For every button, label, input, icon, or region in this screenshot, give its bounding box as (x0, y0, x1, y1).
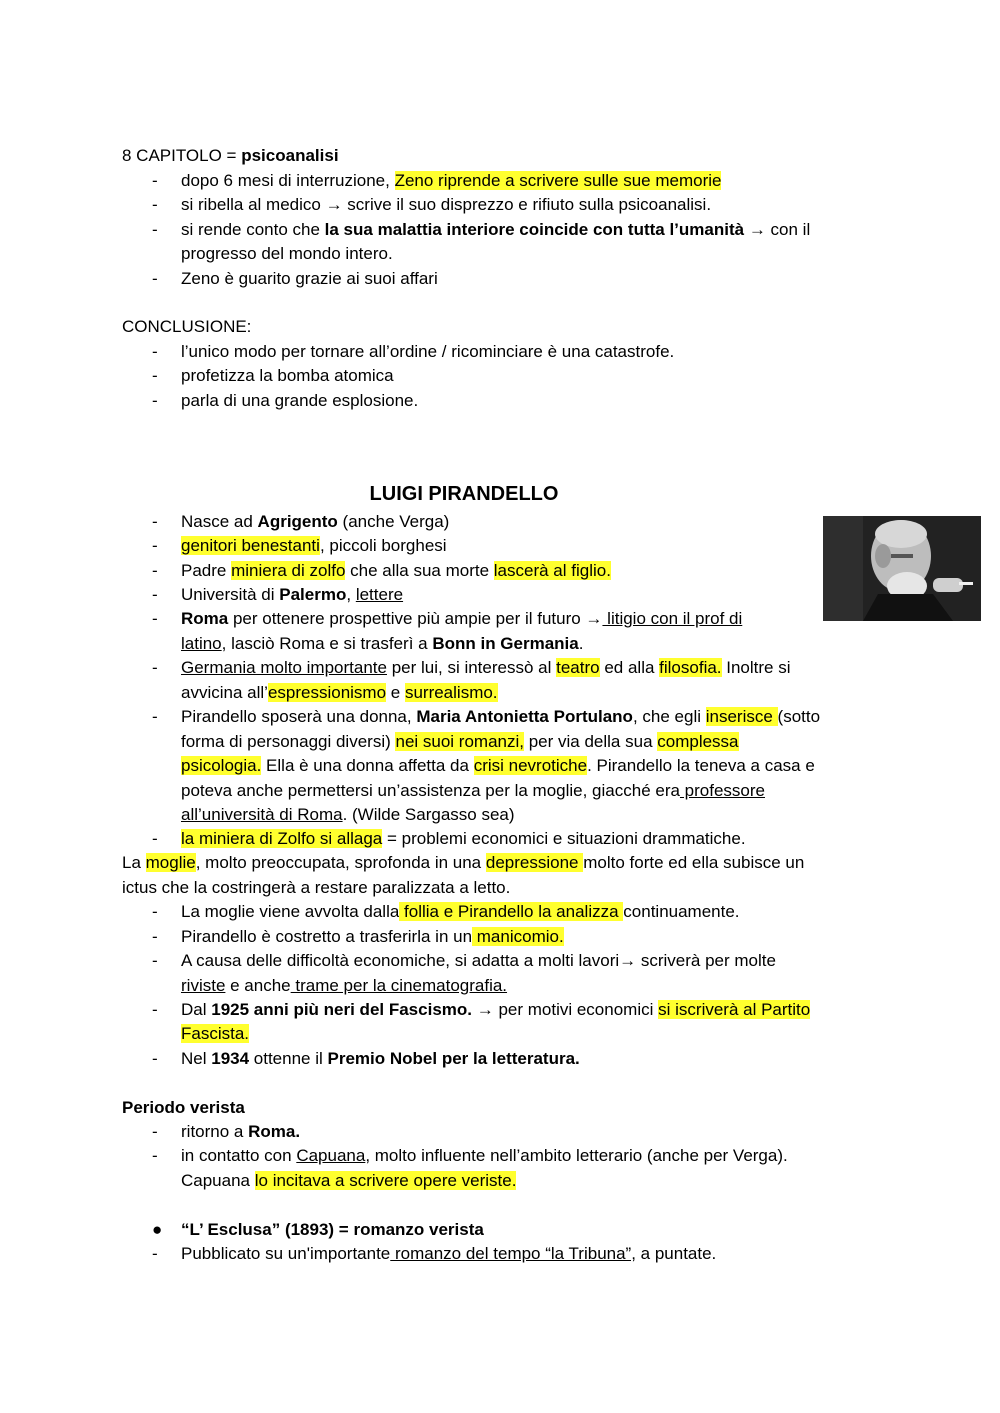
text: Capuana (181, 1171, 255, 1190)
bullet-dash: - (152, 927, 158, 946)
text: forma di personaggi diversi) (181, 732, 396, 751)
text: per via della sua (524, 732, 658, 751)
highlight: miniera di zolfo (231, 561, 346, 580)
text: (anche Verga) (337, 512, 450, 531)
text: (sotto (777, 707, 821, 726)
bullet-dash: - (152, 1122, 158, 1141)
list-item (181, 925, 564, 949)
underlined-text: Capuana (296, 1146, 366, 1165)
highlight: complessa (657, 732, 739, 751)
bold-text: Premio Nobel per la letteratura. (327, 1049, 580, 1068)
bold-text: Roma (181, 609, 229, 628)
text: Università di (181, 585, 280, 604)
text: . Pirandello la teneva a casa e (587, 756, 815, 775)
text: , molto influente nell’ambito letterario (anche per Verga). (365, 1146, 788, 1165)
text: Padre (181, 561, 232, 580)
bold-text: Roma. (248, 1122, 301, 1141)
underlined-text: lettere (355, 585, 404, 604)
text: Pirandello sposerà una donna, (181, 707, 417, 726)
text: , piccoli borghesi (319, 536, 447, 555)
list-item-continuation (181, 779, 765, 803)
highlight: moglie (145, 853, 196, 872)
list-item-continuation (181, 730, 739, 754)
text: a puntate. (635, 1244, 717, 1263)
list-item (181, 510, 449, 534)
list-item: profetizza la bomba atomica (181, 366, 394, 385)
bullet-dash: - (152, 1049, 158, 1068)
arrow: → (325, 195, 343, 214)
bullet-dash: - (152, 561, 158, 580)
highlight: teatro (556, 658, 600, 677)
highlight: depressione (485, 853, 584, 872)
list-item (181, 1242, 716, 1266)
highlight: espressionismo (267, 683, 387, 702)
highlight: nei suoi romanzi, (395, 732, 524, 751)
highlight: lascerà al figlio. (493, 561, 611, 580)
bullet-dash: - (152, 609, 158, 628)
list-item (181, 900, 740, 924)
underlined-text: all’università di Roma (181, 805, 343, 824)
text: Nel (181, 1049, 212, 1068)
text: Pirandello è costretto a trasferirla in un (181, 927, 473, 946)
list-item-continuation (181, 681, 498, 705)
text: Dal (181, 1000, 212, 1019)
verista-heading: Periodo verista (122, 1098, 245, 1117)
underlined-text: riviste (181, 976, 226, 995)
highlight: psicologia. (181, 756, 262, 775)
bullet-dash: - (152, 1000, 158, 1019)
bullet-dash: - (152, 707, 158, 726)
portrait-photo (823, 516, 981, 621)
text: Inoltre si (721, 658, 791, 677)
list-item (181, 169, 721, 193)
bullet-dash: - (152, 951, 158, 970)
text: , molto preoccupata, sprofonda in una (195, 853, 486, 872)
text: si ribella al medico (181, 195, 326, 214)
bold-text: 1934 (211, 1049, 250, 1068)
list-item (181, 218, 810, 242)
text: scrive il suo disprezzo e rifiuto sulla psicoanalisi. (342, 195, 712, 214)
text: . (Wilde Sargasso sea) (342, 805, 515, 824)
paragraph: ictus che la costringerà a restare paralizzata a letto. (122, 878, 511, 897)
bold-text: Palermo (279, 585, 347, 604)
text: dopo 6 mesi di interruzione, (181, 171, 395, 190)
list-item-continuation: progresso del mondo intero. (181, 244, 393, 263)
text: per ottenere prospettive più ampie per il futuro → (228, 609, 603, 628)
conclusione-heading: CONCLUSIONE: (122, 317, 252, 336)
list-item: l’unico modo per tornare all’ordine / ricominciare è una catastrofe. (181, 342, 675, 361)
underlined-text: trame per la cinematografia. (290, 976, 508, 995)
highlight: Fascista. (181, 1024, 250, 1043)
text: avvicina all’ (181, 683, 268, 702)
highlight: Zeno riprende a scrivere sulle sue memorie (394, 171, 722, 190)
highlight: si iscriverà al Partito (658, 1000, 811, 1019)
chapter-heading (122, 144, 339, 168)
bullet-dash: - (152, 342, 158, 361)
list-item (181, 534, 447, 558)
highlight: crisi nevrotiche (473, 756, 588, 775)
text: , lasciò Roma e si trasferì a (221, 634, 433, 653)
bullet-dash: - (152, 902, 158, 921)
bullet-dash: - (152, 1244, 158, 1263)
bullet-dash: - (152, 829, 158, 848)
bullet-dash: - (152, 391, 158, 410)
underlined-text: litigio con il prof di (602, 609, 743, 628)
bullet-dash: - (152, 366, 158, 385)
heading-text: 8 CAPITOLO = (122, 146, 242, 165)
list-item (181, 998, 810, 1022)
list-item-continuation (181, 1169, 516, 1193)
paragraph (122, 851, 804, 875)
underlined-text: latino (181, 634, 222, 653)
text: continuamente. (623, 902, 740, 921)
portrait-image (823, 516, 981, 621)
bold-text: Agrigento (257, 512, 338, 531)
bullet-dash: - (152, 536, 158, 555)
list-item: Zeno è guarito grazie ai suoi affari (181, 269, 438, 288)
text: = problemi economici e situazioni drammatiche. (382, 829, 746, 848)
text: La (122, 853, 146, 872)
text: poteva anche permettersi un’assistenza per la moglie, giacché era (181, 781, 680, 800)
list-item-continuation (181, 1022, 249, 1046)
highlight: la miniera di Zolfo si allaga (181, 829, 383, 848)
bold-text: la sua malattia interiore coincide con tutta l’umanità (324, 220, 745, 239)
text: e (386, 683, 405, 702)
list-item (181, 1144, 788, 1168)
list-item (181, 656, 791, 680)
list-item (181, 559, 611, 583)
list-item (181, 827, 746, 851)
list-item-continuation (181, 754, 815, 778)
text: che alla sua morte (345, 561, 494, 580)
bullet-dash: - (152, 585, 158, 604)
list-item (181, 705, 820, 729)
section-title: LUIGI PIRANDELLO (369, 483, 559, 505)
highlight: inserisce (705, 707, 778, 726)
highlight: surrealismo. (404, 683, 498, 702)
bullet-dot: ● (152, 1220, 163, 1239)
bold-text: 1925 anni più neri del Fascismo. (211, 1000, 472, 1019)
text: , che egli (632, 707, 706, 726)
bold-text: Maria Antonietta Portulano (416, 707, 633, 726)
text: molto forte ed ella subisce un (583, 853, 805, 872)
highlight: filosofia. (659, 658, 722, 677)
bullet-dash: - (152, 195, 158, 214)
highlight: follia e Pirandello la analizza (399, 902, 624, 921)
text: ritorno a (181, 1122, 249, 1141)
list-item-continuation (181, 803, 515, 827)
highlight: lo incitava a scrivere opere veriste. (254, 1171, 517, 1190)
text: e anche (225, 976, 291, 995)
list-item (181, 1047, 580, 1071)
list-item-continuation (181, 974, 507, 998)
bullet-dash: - (152, 658, 158, 677)
bullet-dash: - (152, 269, 158, 288)
bullet-dash: - (152, 512, 158, 531)
text: in contatto con (181, 1146, 297, 1165)
text: Pubblicato su un'importante (181, 1244, 391, 1263)
text: . (578, 634, 584, 653)
text: ottenne il (249, 1049, 328, 1068)
heading-bold: psicoanalisi (241, 146, 339, 165)
list-item (181, 1120, 300, 1144)
underlined-text: professore (679, 781, 765, 800)
text: La moglie viene avvolta dalla (181, 902, 400, 921)
list-item (181, 193, 711, 217)
bullet-dash: - (152, 220, 158, 239)
list-item: A causa delle difficoltà economiche, si adatta a molti lavori→ scriverà per molte (181, 951, 776, 970)
highlight: genitori benestanti (181, 536, 320, 555)
text: Nasce ad (181, 512, 258, 531)
text: → per motivi economici (472, 1000, 659, 1019)
list-item: parla di una grande esplosione. (181, 391, 419, 410)
text: per lui, si interessò al (386, 658, 557, 677)
bullet-dash: - (152, 171, 158, 190)
bullet-dash: - (152, 1146, 158, 1165)
list-item (181, 583, 403, 607)
bold-text: Bonn in Germania (432, 634, 579, 653)
list-item-continuation (181, 632, 583, 656)
text: Ella è una donna affetta da (261, 756, 474, 775)
text: → con il (744, 220, 811, 239)
list-item (181, 607, 742, 631)
highlight: manicomio. (472, 927, 564, 946)
text: , (346, 585, 356, 604)
text: ed alla (599, 658, 660, 677)
list-item: “L’ Esclusa” (1893) = romanzo verista (181, 1220, 484, 1239)
underlined-text: romanzo del tempo “la Tribuna”, (390, 1244, 636, 1263)
text: si rende conto che (181, 220, 325, 239)
underlined-text: Germania molto importante (181, 658, 387, 677)
